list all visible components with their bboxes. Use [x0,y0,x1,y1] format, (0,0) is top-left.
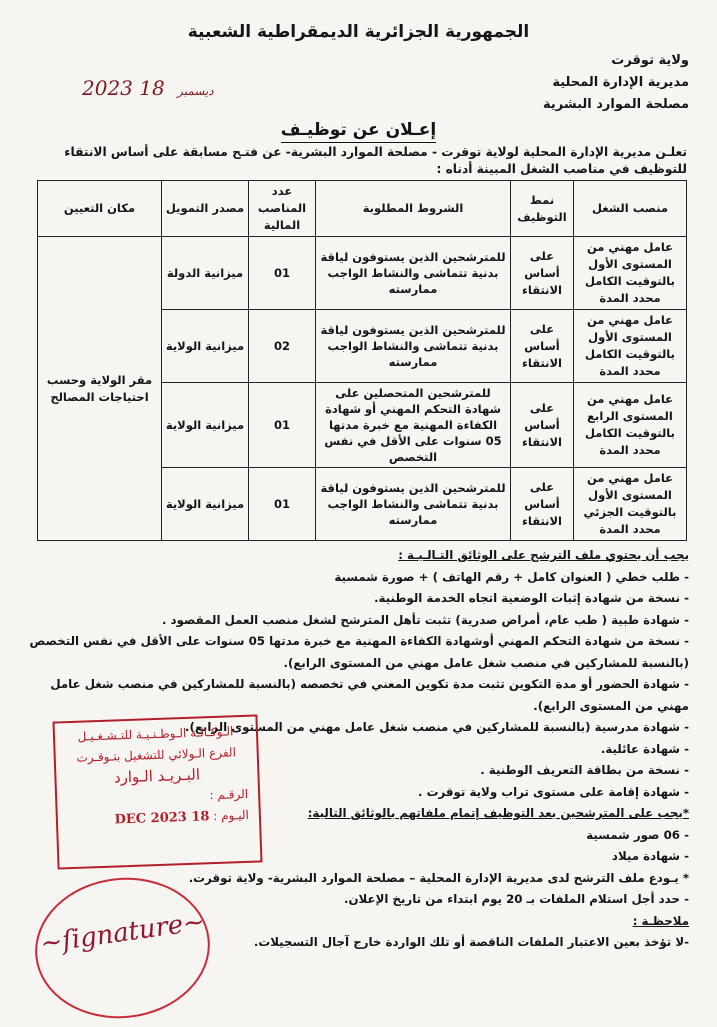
cell-conditions: للمترشحين الذين يستوفون لياقة بدنية تتماشى والنشاط الواجب ممارسته [316,310,511,383]
table-header-row [38,181,687,237]
cell-post: عامل مهني من المستوى الأول بالتوقيت الكامل محدد المدة [574,310,687,383]
administration-block [543,50,689,116]
header-count: عدد المناصب المالية [249,181,316,237]
cell-count: 01 [249,468,316,541]
cell-mode: على أساس الانتقاء [511,237,574,310]
handwritten-date-month: ديسمبر [177,84,214,98]
header-conditions: الشروط المطلوبة [316,181,511,237]
handwritten-date-year: 2023 [82,76,133,100]
after-hiring-item: - 06 صور شمسية [586,827,689,842]
cell-conditions: للمترشحين الذين يستوفون لياقة بدنية تتماشى والنشاط الواجب ممارسته [316,468,511,541]
stamp-line-3: البـريـد الـوارد [113,765,201,787]
cell-funding: ميزانية الدولة [162,237,249,310]
header-funding: مصدر التمويل [162,181,249,237]
document-item: - نسخة من بطاقة التعريف الوطنية . [480,763,689,777]
announcement-title: إعـلان عن توظيـف [0,120,717,140]
documents-heading: يجب أن يحتوي ملف الترشح على الوثائق التـالـيـة : [398,548,689,562]
document-item: - شهادة مدرسية (بالنسبة للمشاركين في منصب شغل عامل مهني من المستوى الرابع). [184,720,689,734]
cell-count: 01 [249,383,316,468]
after-hiring-heading: *يجب على المترشحين بعد التوظيف إتمام ملفاتهم بالوثائق التالية: [307,806,689,820]
cell-funding: ميزانية الولاية [162,310,249,383]
deposit-instruction: * يـودع ملف الترشح لدى مديرية الإدارة المحلية – مصلحة الموارد البشرية- ولاية توقرت. [188,870,689,885]
table-row [38,237,687,310]
note-text: -لا تؤخذ بعين الاعتبار الملفات الناقصة أو تلك الواردة خارج آجال التسجيلات. [253,935,689,949]
document-item: - طلب خطي ( العنوان كامل + رقم الهاتف ) + صورة شمسية [334,569,689,584]
document-item: - شهادة عائلية. [600,741,689,756]
cell-count: 01 [249,237,316,310]
cell-post: عامل مهني من المستوى الرابع بالتوقيت الكامل محدد المدة [574,383,687,468]
header-mode: نمط التوظيف [511,181,574,237]
handwritten-signature: ~ſignature~ [38,906,207,960]
document-item: - شهادة إقامة على مستوى تراب ولاية توقرت . [418,784,689,799]
service-label: مصلحة الموارد البشرية [542,97,689,112]
document-item: - نسخة من شهادة إثبات الوضعية اتجاه الخدمة الوطنية. [374,591,689,605]
stamp-date: 18 DEC 2023 [114,809,210,828]
republic-heading: الجمهورية الجزائرية الديمقراطية الشعبية [187,22,530,42]
stamp-ref-label: الرقـم : [209,786,249,803]
note-heading: ملاحظـة : [632,913,689,928]
handwritten-date-day: 18 [139,76,165,100]
stamp-date-label: اليـوم : [213,807,250,824]
job-positions-table [37,180,687,541]
cell-count: 02 [249,310,316,383]
after-hiring-item: - شهادة ميلاد [611,849,689,863]
stamp-line-1: الـوكـالـة الـوطـنـيـة للتـشـغـيـل [77,724,234,744]
intro-line-2: للتوظيف في مناصب الشغل المبينة أدناه : [436,162,687,176]
cell-funding: ميزانية الولاية [162,383,249,468]
document-item: - شهادة الحضور أو مدة التكوين تثبت مدة تكوين المعني في تخصصه (بالنسبة للمشاركين في منصب شغل عامل مهني من المستوى الرابع). [50,677,689,713]
document-item: - شهادة طبية ( طب عام، أمراض صدرية) تثبت تأهل المترشح لشغل منصب العمل المقصود . [161,612,689,627]
cell-post: عامل مهني من المستوى الأول بالتوقيت الكامل محدد المدة [574,237,687,310]
header-post: منصب الشغل [574,181,687,237]
cell-post: عامل مهني من المستوى الأول بالتوقيت الجزئي محدد المدة [574,468,687,541]
cell-conditions: للمترشحين المتحصلين على شهادة التحكم المهني أو شهادة الكفاءة المهنية مع خبرة مدتها 05 سنوات على الأقل في نفس التخصص [316,383,511,468]
stamp-line-2: الفرع الـولائي للتشغيل بتـوقـرت [76,745,237,765]
cell-conditions: للمترشحين الذين يستوفون لياقة بدنية تتماشى والنشاط الواجب ممارسته [316,237,511,310]
intro-line-1: تعلـن مديرية الإدارة المحلية لولاية توقرت - مصلحة الموارد البشرية- عن فتـح مسابقة على أساس الانتقاء [64,145,687,159]
document-item: - نسخة من شهادة التحكم المهني أوشهادة الكفاءة المهنية مع خبرة مدتها 05 سنوات على الأقل في نفس التخصص (بالنسبة للمشاركين في منصب شغل عامل مهني من المستوى الرابع). [29,634,689,670]
cell-location: مقر الولاية وحسب احتياجات المصالح [38,237,162,541]
header-location: مكان التعيين [38,181,162,237]
cell-mode: على أساس الانتقاء [511,383,574,468]
agency-received-stamp [52,714,262,869]
deadline-note: - حدد أجل استلام الملفات بـ 20 يوم ابتداء من تاريخ الإعلان. [344,892,689,906]
intro-paragraph [27,144,687,178]
wilaya-label: ولاية توقرت [611,53,689,68]
handwritten-date [82,76,220,100]
cell-mode: على أساس الانتقاء [511,310,574,383]
cell-mode: على أساس الانتقاء [511,468,574,541]
directorate-label: مديرية الإدارة المحلية [552,75,689,90]
cell-funding: ميزانية الولاية [162,468,249,541]
